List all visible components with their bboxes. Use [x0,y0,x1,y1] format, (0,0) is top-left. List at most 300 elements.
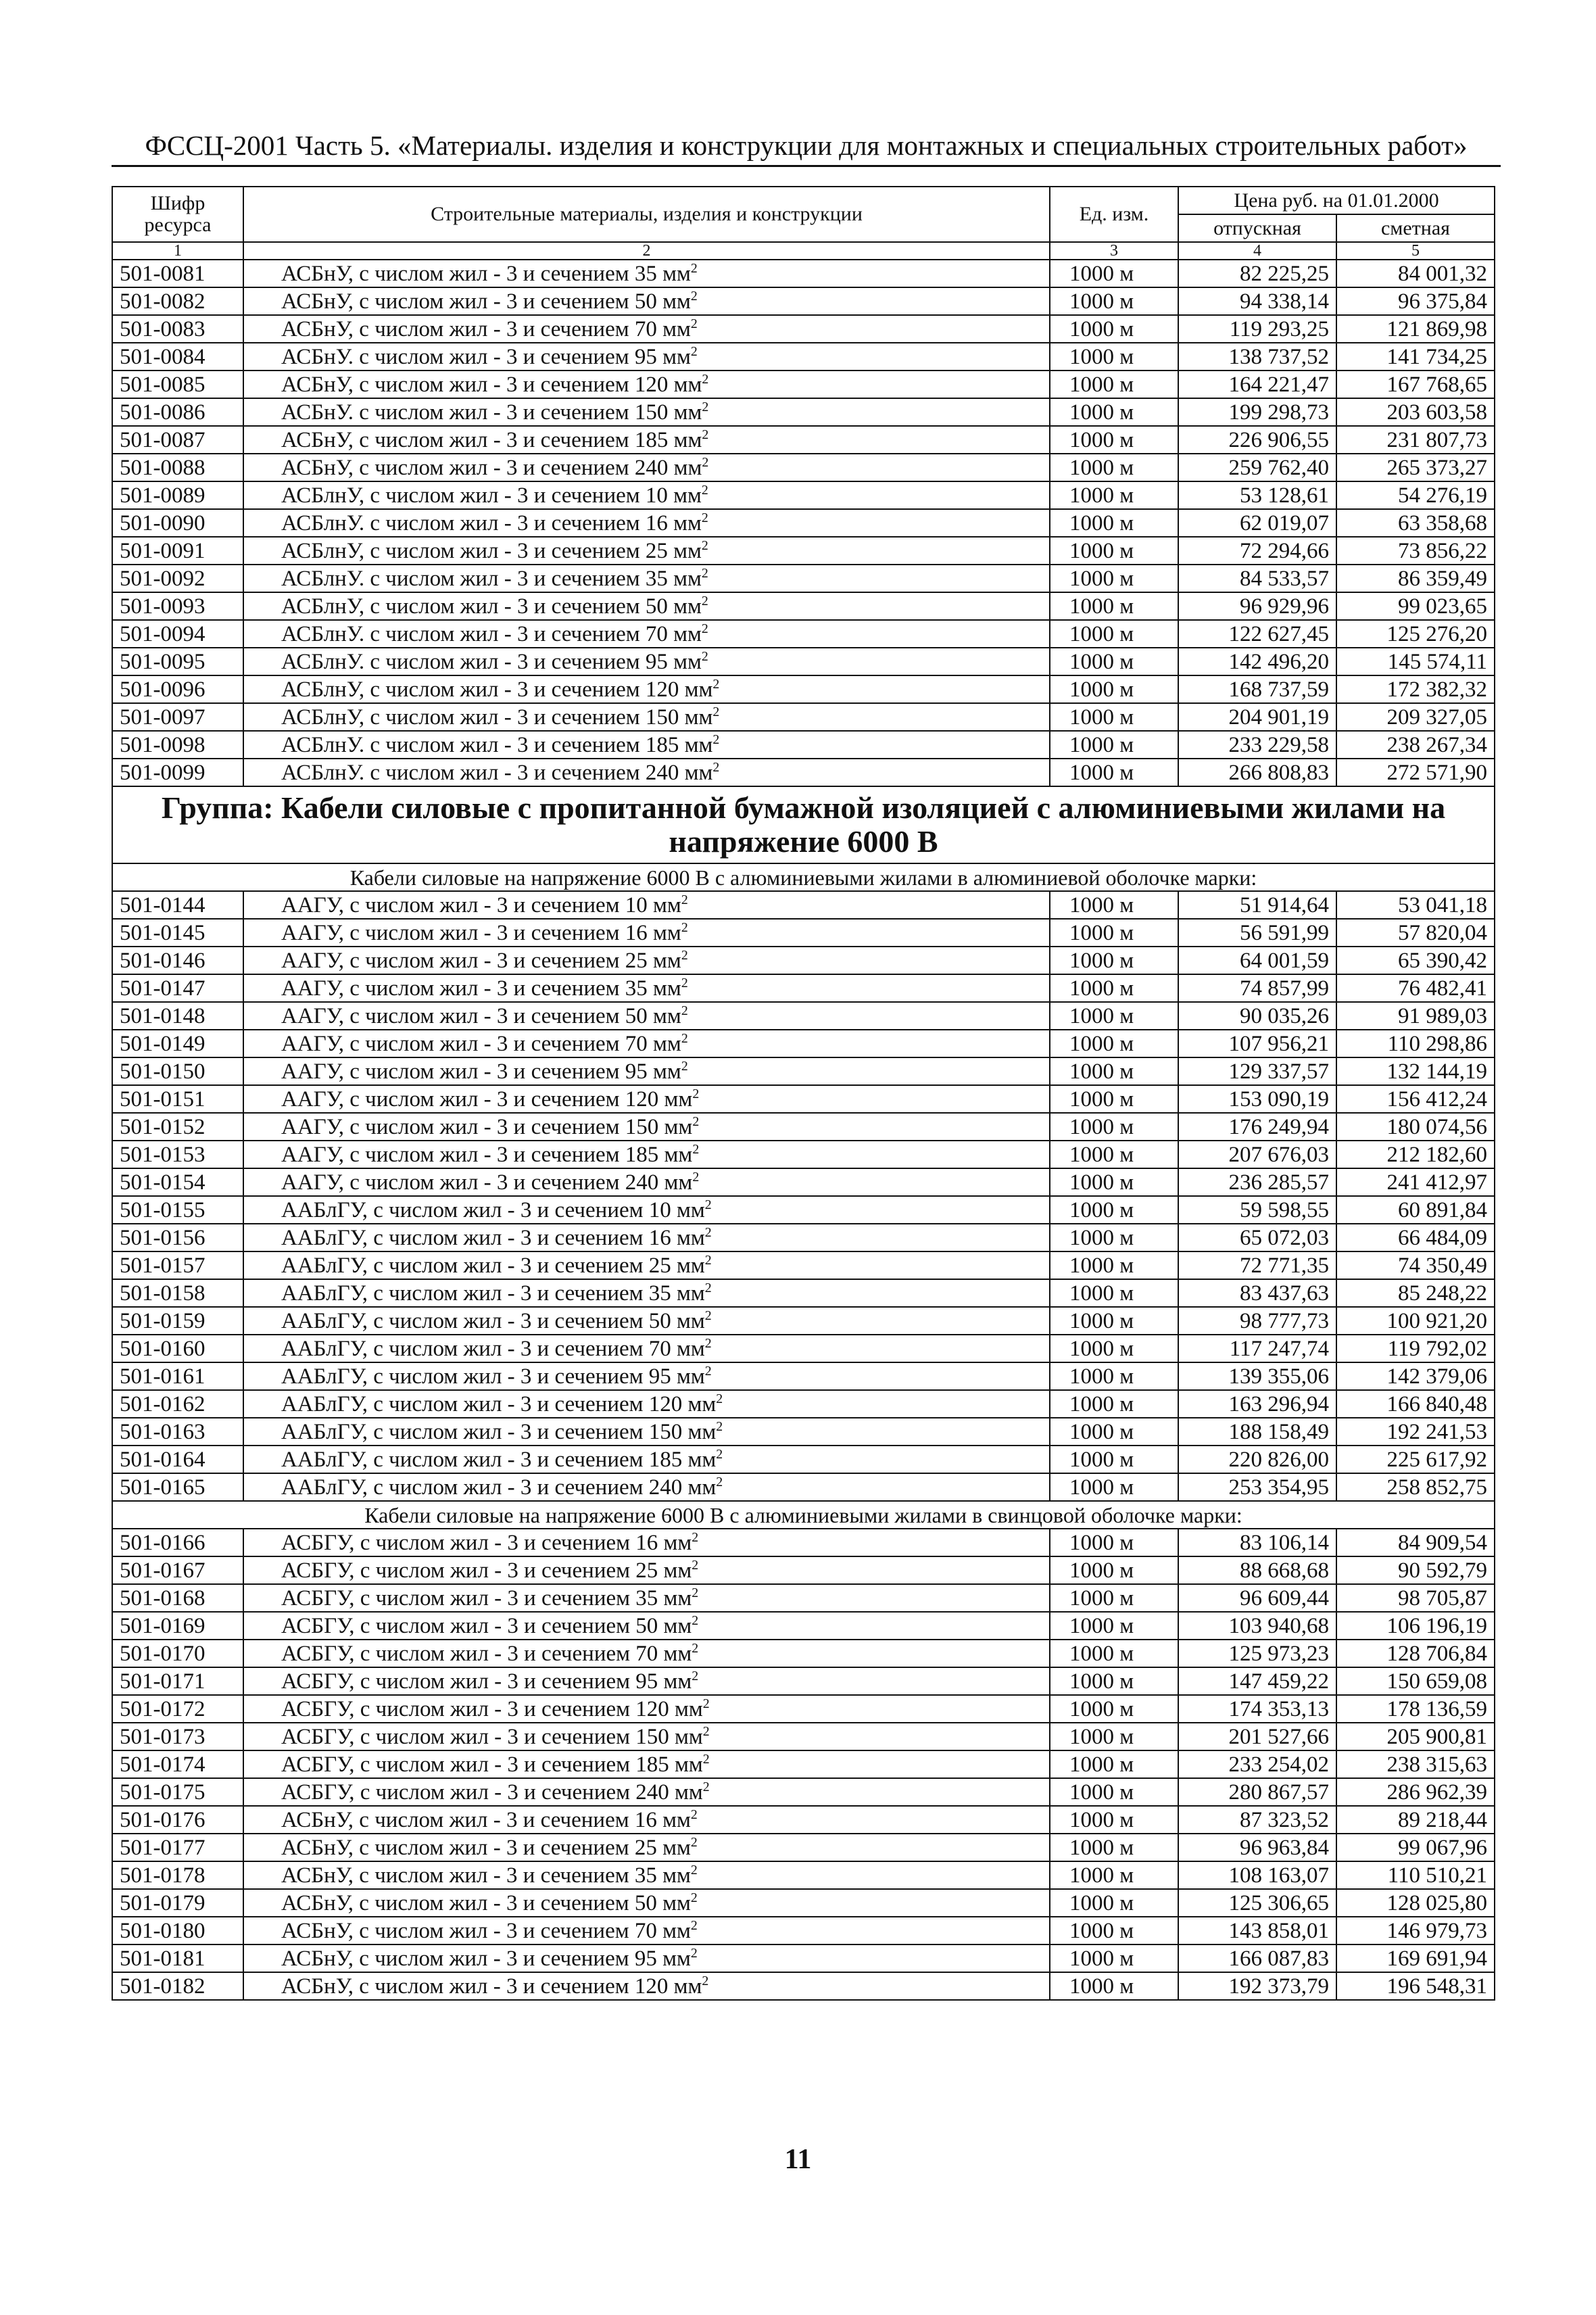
cell-name-text: ААГУ, с числом жил - 3 и сечением 185 мм [281,1142,693,1167]
cell-name [243,398,1050,426]
unit-superscript: 2 [690,1945,698,1961]
cell-name [243,1362,1050,1390]
table-row [112,1113,1495,1141]
cell-unit [1050,1085,1178,1113]
cell-release-price [1178,1362,1336,1390]
cell-release-price [1178,371,1336,398]
cell-estimate-price [1336,481,1495,509]
cell-estimate-price [1336,315,1495,343]
cell-estimate-price [1336,919,1495,947]
cell-estimate-price-text: 241 412,97 [1386,1170,1488,1195]
unit-superscript: 2 [692,1613,699,1628]
unit-superscript: 2 [681,1030,688,1046]
cell-code-text: 501-0091 [120,538,205,563]
cell-unit [1050,1196,1178,1224]
cell-unit-text: 1000 м [1069,1447,1134,1472]
cell-name [243,1279,1050,1307]
cell-estimate-price [1336,703,1495,731]
cell-estimate-price [1336,1335,1495,1362]
cell-code [112,1418,243,1446]
cell-estimate-price-text: 121 869,98 [1386,316,1488,341]
unit-superscript: 2 [690,343,698,359]
cell-name-text: АСБлнУ. с числом жил - 3 и сечением 185 мм [281,732,713,757]
table-row [112,260,1495,287]
cell-estimate-price [1336,1556,1495,1584]
cell-code-text: 501-0163 [120,1419,205,1444]
cell-unit-text: 1000 м [1069,1530,1134,1555]
cell-unit [1050,1307,1178,1335]
unit-superscript: 2 [681,892,688,907]
cell-name-text: АСБнУ, с числом жил - 3 и сечением 70 мм [281,316,691,341]
table-row [112,1917,1495,1944]
cell-code-text: 501-0175 [120,1780,205,1805]
cell-estimate-price [1336,1917,1495,1944]
cell-estimate-price-text: 212 182,60 [1386,1142,1488,1167]
unit-superscript: 2 [702,371,709,387]
cell-name-text: ААБлГУ, с числом жил - 3 и сечением 50 мм [281,1308,705,1333]
subgroup-row [112,1501,1495,1529]
cell-code [112,1085,243,1113]
cell-name [243,1168,1050,1196]
cell-estimate-price [1336,675,1495,703]
unit-superscript: 2 [690,316,698,331]
cell-release-price [1178,565,1336,592]
cell-name-text: АСБГУ, с числом жил - 3 и сечением 35 мм [281,1585,692,1610]
cell-release-price [1178,1085,1336,1113]
cell-name [243,1640,1050,1667]
cell-code [112,1168,243,1196]
cell-code-text: 501-0166 [120,1530,205,1555]
cell-code [112,426,243,454]
unit-superscript: 2 [712,676,720,692]
cell-estimate-price [1336,1141,1495,1168]
cell-name [243,1778,1050,1806]
page-number: 11 [784,2144,812,2175]
cell-name-text: АСБлнУ. с числом жил - 3 и сечением 240 мм [281,760,713,785]
cell-release-price-text: 280 867,57 [1228,1780,1329,1805]
cell-release-price [1178,620,1336,648]
cell-estimate-price-text: 238 267,34 [1386,732,1488,757]
table-row [112,919,1495,947]
cell-code [112,1307,243,1335]
cell-name [243,891,1050,919]
column-number: 3 [1050,242,1178,260]
cell-name-text: ААГУ, с числом жил - 3 и сечением 120 мм [281,1087,693,1112]
cell-release-price-text: 125 306,65 [1228,1890,1329,1915]
table-row [112,1057,1495,1085]
cell-name-text: АСБГУ, с числом жил - 3 и сечением 70 мм [281,1641,692,1666]
cell-release-price [1178,509,1336,537]
cell-code-text: 501-0174 [120,1752,205,1777]
cell-release-price-text: 64 001,59 [1240,948,1329,973]
cell-code [112,919,243,947]
cell-unit [1050,371,1178,398]
cell-code [112,675,243,703]
cell-estimate-price [1336,565,1495,592]
cell-name [243,703,1050,731]
cell-name-text: АСБГУ, с числом жил - 3 и сечением 185 мм [281,1752,703,1777]
table-row [112,891,1495,919]
column-header-unit: Ед. изм. [1050,187,1178,242]
cell-code [112,1612,243,1640]
cell-code [112,1667,243,1695]
cell-unit [1050,1612,1178,1640]
table-row [112,287,1495,315]
cell-estimate-price [1336,648,1495,675]
cell-name-text: АСБГУ, с числом жил - 3 и сечением 50 мм [281,1613,692,1638]
cell-estimate-price-text: 90 592,79 [1398,1558,1488,1583]
cell-unit-text: 1000 м [1069,1170,1134,1195]
table-row [112,620,1495,648]
cell-release-price-text: 72 294,66 [1240,538,1329,563]
cell-name-text: АСБГУ, с числом жил - 3 и сечением 95 мм [281,1669,692,1694]
cell-name [243,1002,1050,1030]
cell-code [112,1529,243,1556]
cell-name [243,1446,1050,1473]
cell-unit [1050,1584,1178,1612]
cell-unit [1050,974,1178,1002]
unit-superscript: 2 [681,1058,688,1074]
cell-code [112,1944,243,1972]
cell-release-price [1178,1695,1336,1723]
cell-release-price [1178,1224,1336,1251]
cell-unit-text: 1000 м [1069,261,1134,286]
cell-release-price-text: 107 956,21 [1228,1031,1329,1056]
cell-release-price [1178,1806,1336,1834]
cell-name [243,1889,1050,1917]
cell-name-text: АСБлнУ. с числом жил - 3 и сечением 16 мм [281,510,702,535]
cell-code-text: 501-0161 [120,1364,205,1389]
unit-superscript: 2 [702,454,709,470]
cell-release-price-text: 125 973,23 [1228,1641,1329,1666]
cell-estimate-price-text: 272 571,90 [1386,760,1488,785]
cell-code [112,343,243,371]
cell-name-text: АСБнУ, с числом жил - 3 и сечением 50 мм [281,1890,691,1915]
table-row [112,1695,1495,1723]
cell-estimate-price [1336,1861,1495,1889]
cell-release-price-text: 108 163,07 [1228,1863,1329,1888]
unit-superscript: 2 [701,538,708,553]
cell-code-text: 501-0097 [120,705,205,730]
cell-name-text: ААГУ, с числом жил - 3 и сечением 150 мм [281,1114,693,1139]
cell-estimate-price [1336,1889,1495,1917]
cell-code-text: 501-0094 [120,621,205,646]
cell-code [112,1224,243,1251]
cell-code-text: 501-0098 [120,732,205,757]
cell-unit-text: 1000 м [1069,1558,1134,1583]
table-row [112,1002,1495,1030]
cell-unit [1050,1529,1178,1556]
table-row [112,1778,1495,1806]
cell-name [243,919,1050,947]
cell-code-text: 501-0095 [120,649,205,674]
cell-unit [1050,1057,1178,1085]
cell-unit-text: 1000 м [1069,1059,1134,1084]
cell-code-text: 501-0170 [120,1641,205,1666]
cell-estimate-price [1336,620,1495,648]
cell-code-text: 501-0148 [120,1003,205,1028]
cell-code [112,1806,243,1834]
cell-code [112,1834,243,1861]
cell-unit-text: 1000 м [1069,1475,1134,1500]
cell-release-price-text: 259 762,40 [1228,455,1329,480]
table-row [112,454,1495,481]
cell-release-price-text: 142 496,20 [1228,649,1329,674]
cell-code-text: 501-0093 [120,594,205,619]
cell-name-text: ААГУ, с числом жил - 3 и сечением 16 мм [281,920,681,945]
table-row [112,1418,1495,1446]
cell-release-price-text: 96 929,96 [1240,594,1329,619]
unit-superscript: 2 [692,1114,700,1129]
cell-release-price [1178,675,1336,703]
column-header-code: Шифр ресурса [112,187,243,242]
unit-superscript: 2 [692,1557,699,1573]
table-row [112,648,1495,675]
unit-superscript: 2 [716,1446,723,1462]
cell-name-text: ААГУ, с числом жил - 3 и сечением 10 мм [281,892,681,917]
cell-code [112,648,243,675]
table-row [112,974,1495,1002]
cell-unit [1050,509,1178,537]
unit-superscript: 2 [702,399,709,414]
cell-code-text: 501-0165 [120,1475,205,1500]
cell-unit-text: 1000 м [1069,1863,1134,1888]
table-row [112,1446,1495,1473]
cell-unit-text: 1000 м [1069,289,1134,314]
cell-code-text: 501-0096 [120,677,205,702]
table-row [112,1612,1495,1640]
cell-estimate-price [1336,1113,1495,1141]
cell-code-text: 501-0083 [120,316,205,341]
cell-estimate-price-text: 203 603,58 [1386,400,1488,425]
table-row [112,537,1495,565]
table-row [112,1279,1495,1307]
table-row [112,1196,1495,1224]
cell-code [112,620,243,648]
cell-unit [1050,1030,1178,1057]
cell-name [243,343,1050,371]
cell-code [112,481,243,509]
cell-release-price-text: 226 906,55 [1228,427,1329,452]
cell-release-price-text: 164 221,47 [1228,372,1329,397]
cell-estimate-price-text: 91 989,03 [1398,1003,1488,1028]
cell-release-price-text: 96 609,44 [1240,1585,1329,1610]
cell-code-text: 501-0144 [120,892,205,917]
cell-name [243,371,1050,398]
cell-unit-text: 1000 м [1069,1087,1134,1112]
cell-release-price-text: 88 668,68 [1240,1558,1329,1583]
table-row [112,1667,1495,1695]
cell-estimate-price-text: 63 358,68 [1398,510,1488,535]
cell-release-price-text: 138 737,52 [1228,344,1329,369]
cell-code-text: 501-0099 [120,760,205,785]
cell-release-price [1178,287,1336,315]
cell-name [243,1861,1050,1889]
cell-unit [1050,1279,1178,1307]
cell-release-price [1178,1612,1336,1640]
cell-unit-text: 1000 м [1069,1752,1134,1777]
cell-code-text: 501-0173 [120,1724,205,1749]
cell-code [112,1972,243,2000]
cell-name [243,454,1050,481]
unit-superscript: 2 [702,427,709,442]
cell-estimate-price-text: 180 074,56 [1386,1114,1488,1139]
cell-unit [1050,1251,1178,1279]
cell-name [243,287,1050,315]
cell-unit [1050,731,1178,759]
cell-unit-text: 1000 м [1069,1391,1134,1416]
cell-release-price [1178,537,1336,565]
column-header-price-group: Цена руб. на 01.01.2000 [1178,187,1495,214]
cell-release-price [1178,315,1336,343]
cell-name-text: ААБлГУ, с числом жил - 3 и сечением 150 мм [281,1419,717,1444]
cell-code [112,1556,243,1584]
unit-superscript: 2 [690,260,698,276]
cell-code [112,1640,243,1667]
cell-unit [1050,343,1178,371]
table-row [112,426,1495,454]
cell-estimate-price-text: 205 900,81 [1386,1724,1488,1749]
cell-estimate-price-text: 142 379,06 [1386,1364,1488,1389]
unit-superscript: 2 [681,975,688,991]
cell-unit-text: 1000 м [1069,1419,1134,1444]
cell-estimate-price [1336,426,1495,454]
table-body [112,260,1495,2000]
cell-unit-text: 1000 м [1069,892,1134,917]
cell-unit-text: 1000 м [1069,1613,1134,1638]
table-row [112,1834,1495,1861]
unit-superscript: 2 [681,1003,688,1018]
cell-release-price [1178,1168,1336,1196]
cell-release-price-text: 56 591,99 [1240,920,1329,945]
cell-unit-text: 1000 м [1069,760,1134,785]
cell-release-price [1178,1640,1336,1667]
cell-unit-text: 1000 м [1069,976,1134,1001]
unit-superscript: 2 [692,1529,699,1545]
cell-estimate-price-text: 53 041,18 [1398,892,1488,917]
cell-name [243,1556,1050,1584]
unit-superscript: 2 [690,1890,698,1905]
cell-estimate-price-text: 128 706,84 [1386,1641,1488,1666]
cell-code-text: 501-0168 [120,1585,205,1610]
cell-release-price [1178,1667,1336,1695]
cell-estimate-price-text: 209 327,05 [1386,705,1488,730]
column-header-release-price: отпускная [1178,214,1336,242]
table-row [112,1224,1495,1251]
cell-code [112,1141,243,1168]
cell-code-text: 501-0151 [120,1087,205,1112]
cell-unit [1050,1750,1178,1778]
cell-code-text: 501-0177 [120,1835,205,1860]
cell-name [243,648,1050,675]
unit-superscript: 2 [704,1363,712,1379]
cell-release-price-text: 117 247,74 [1229,1336,1329,1361]
cell-name-text: АСБнУ, с числом жил - 3 и сечением 240 мм [281,455,702,480]
cell-estimate-price-text: 150 659,08 [1386,1669,1488,1694]
cell-code [112,1778,243,1806]
cell-estimate-price-text: 99 023,65 [1398,594,1488,619]
cell-name [243,1612,1050,1640]
cell-code [112,1251,243,1279]
cell-name-text: АСБГУ, с числом жил - 3 и сечением 150 мм [281,1724,703,1749]
table-row [112,1556,1495,1584]
unit-superscript: 2 [702,1751,710,1767]
cell-name [243,731,1050,759]
cell-unit [1050,1473,1178,1501]
cell-code [112,1030,243,1057]
cell-unit-text: 1000 м [1069,538,1134,563]
cell-estimate-price [1336,260,1495,287]
cell-estimate-price-text: 141 734,25 [1386,344,1488,369]
cell-estimate-price [1336,1224,1495,1251]
cell-unit-text: 1000 м [1069,1946,1134,1971]
cell-release-price [1178,1196,1336,1224]
cell-name [243,1196,1050,1224]
cell-release-price [1178,1057,1336,1085]
table-row [112,1390,1495,1418]
cell-release-price [1178,481,1336,509]
cell-release-price-text: 233 229,58 [1228,732,1329,757]
cell-estimate-price [1336,509,1495,537]
cell-unit-text: 1000 м [1069,1225,1134,1250]
unit-superscript: 2 [702,1779,710,1794]
cell-name-text: АСБлнУ. с числом жил - 3 и сечением 70 мм [281,621,702,646]
table-row [112,1806,1495,1834]
cell-estimate-price [1336,1030,1495,1057]
cell-unit [1050,315,1178,343]
cell-estimate-price [1336,1750,1495,1778]
cell-estimate-price-text: 89 218,44 [1398,1807,1488,1832]
cell-unit-text: 1000 м [1069,400,1134,425]
cell-unit-text: 1000 м [1069,1281,1134,1306]
cell-estimate-price [1336,1168,1495,1196]
table-row [112,1251,1495,1279]
cell-release-price [1178,1002,1336,1030]
cell-code [112,509,243,537]
cell-unit-text: 1000 м [1069,948,1134,973]
cell-unit [1050,287,1178,315]
cell-name [243,1335,1050,1362]
cell-name-text: ААБлГУ, с числом жил - 3 и сечением 16 мм [281,1225,705,1250]
unit-superscript: 2 [716,1474,723,1489]
cell-estimate-price [1336,731,1495,759]
cell-estimate-price-text: 76 482,41 [1398,976,1488,1001]
table-row [112,1889,1495,1917]
cell-release-price-text: 253 354,95 [1228,1475,1329,1500]
table-row [112,371,1495,398]
cell-name-text: АСБнУ, с числом жил - 3 и сечением 50 мм [281,289,691,314]
cell-name [243,1030,1050,1057]
cell-estimate-price-text: 86 359,49 [1398,566,1488,591]
cell-unit [1050,675,1178,703]
unit-superscript: 2 [701,621,708,636]
cell-name-text: ААБлГУ, с числом жил - 3 и сечением 10 мм [281,1197,705,1222]
cell-release-price-text: 87 323,52 [1240,1807,1329,1832]
cell-code-text: 501-0081 [120,261,205,286]
cell-code [112,1473,243,1501]
table-row [112,1473,1495,1501]
unit-superscript: 2 [692,1640,699,1656]
unit-superscript: 2 [704,1197,712,1212]
cell-name [243,1224,1050,1251]
cell-release-price-text: 59 598,55 [1240,1197,1329,1222]
cell-release-price [1178,1584,1336,1612]
cell-unit-text: 1000 м [1069,1253,1134,1278]
cell-code-text: 501-0156 [120,1225,205,1250]
cell-unit-text: 1000 м [1069,1780,1134,1805]
cell-code [112,1362,243,1390]
cell-release-price [1178,648,1336,675]
